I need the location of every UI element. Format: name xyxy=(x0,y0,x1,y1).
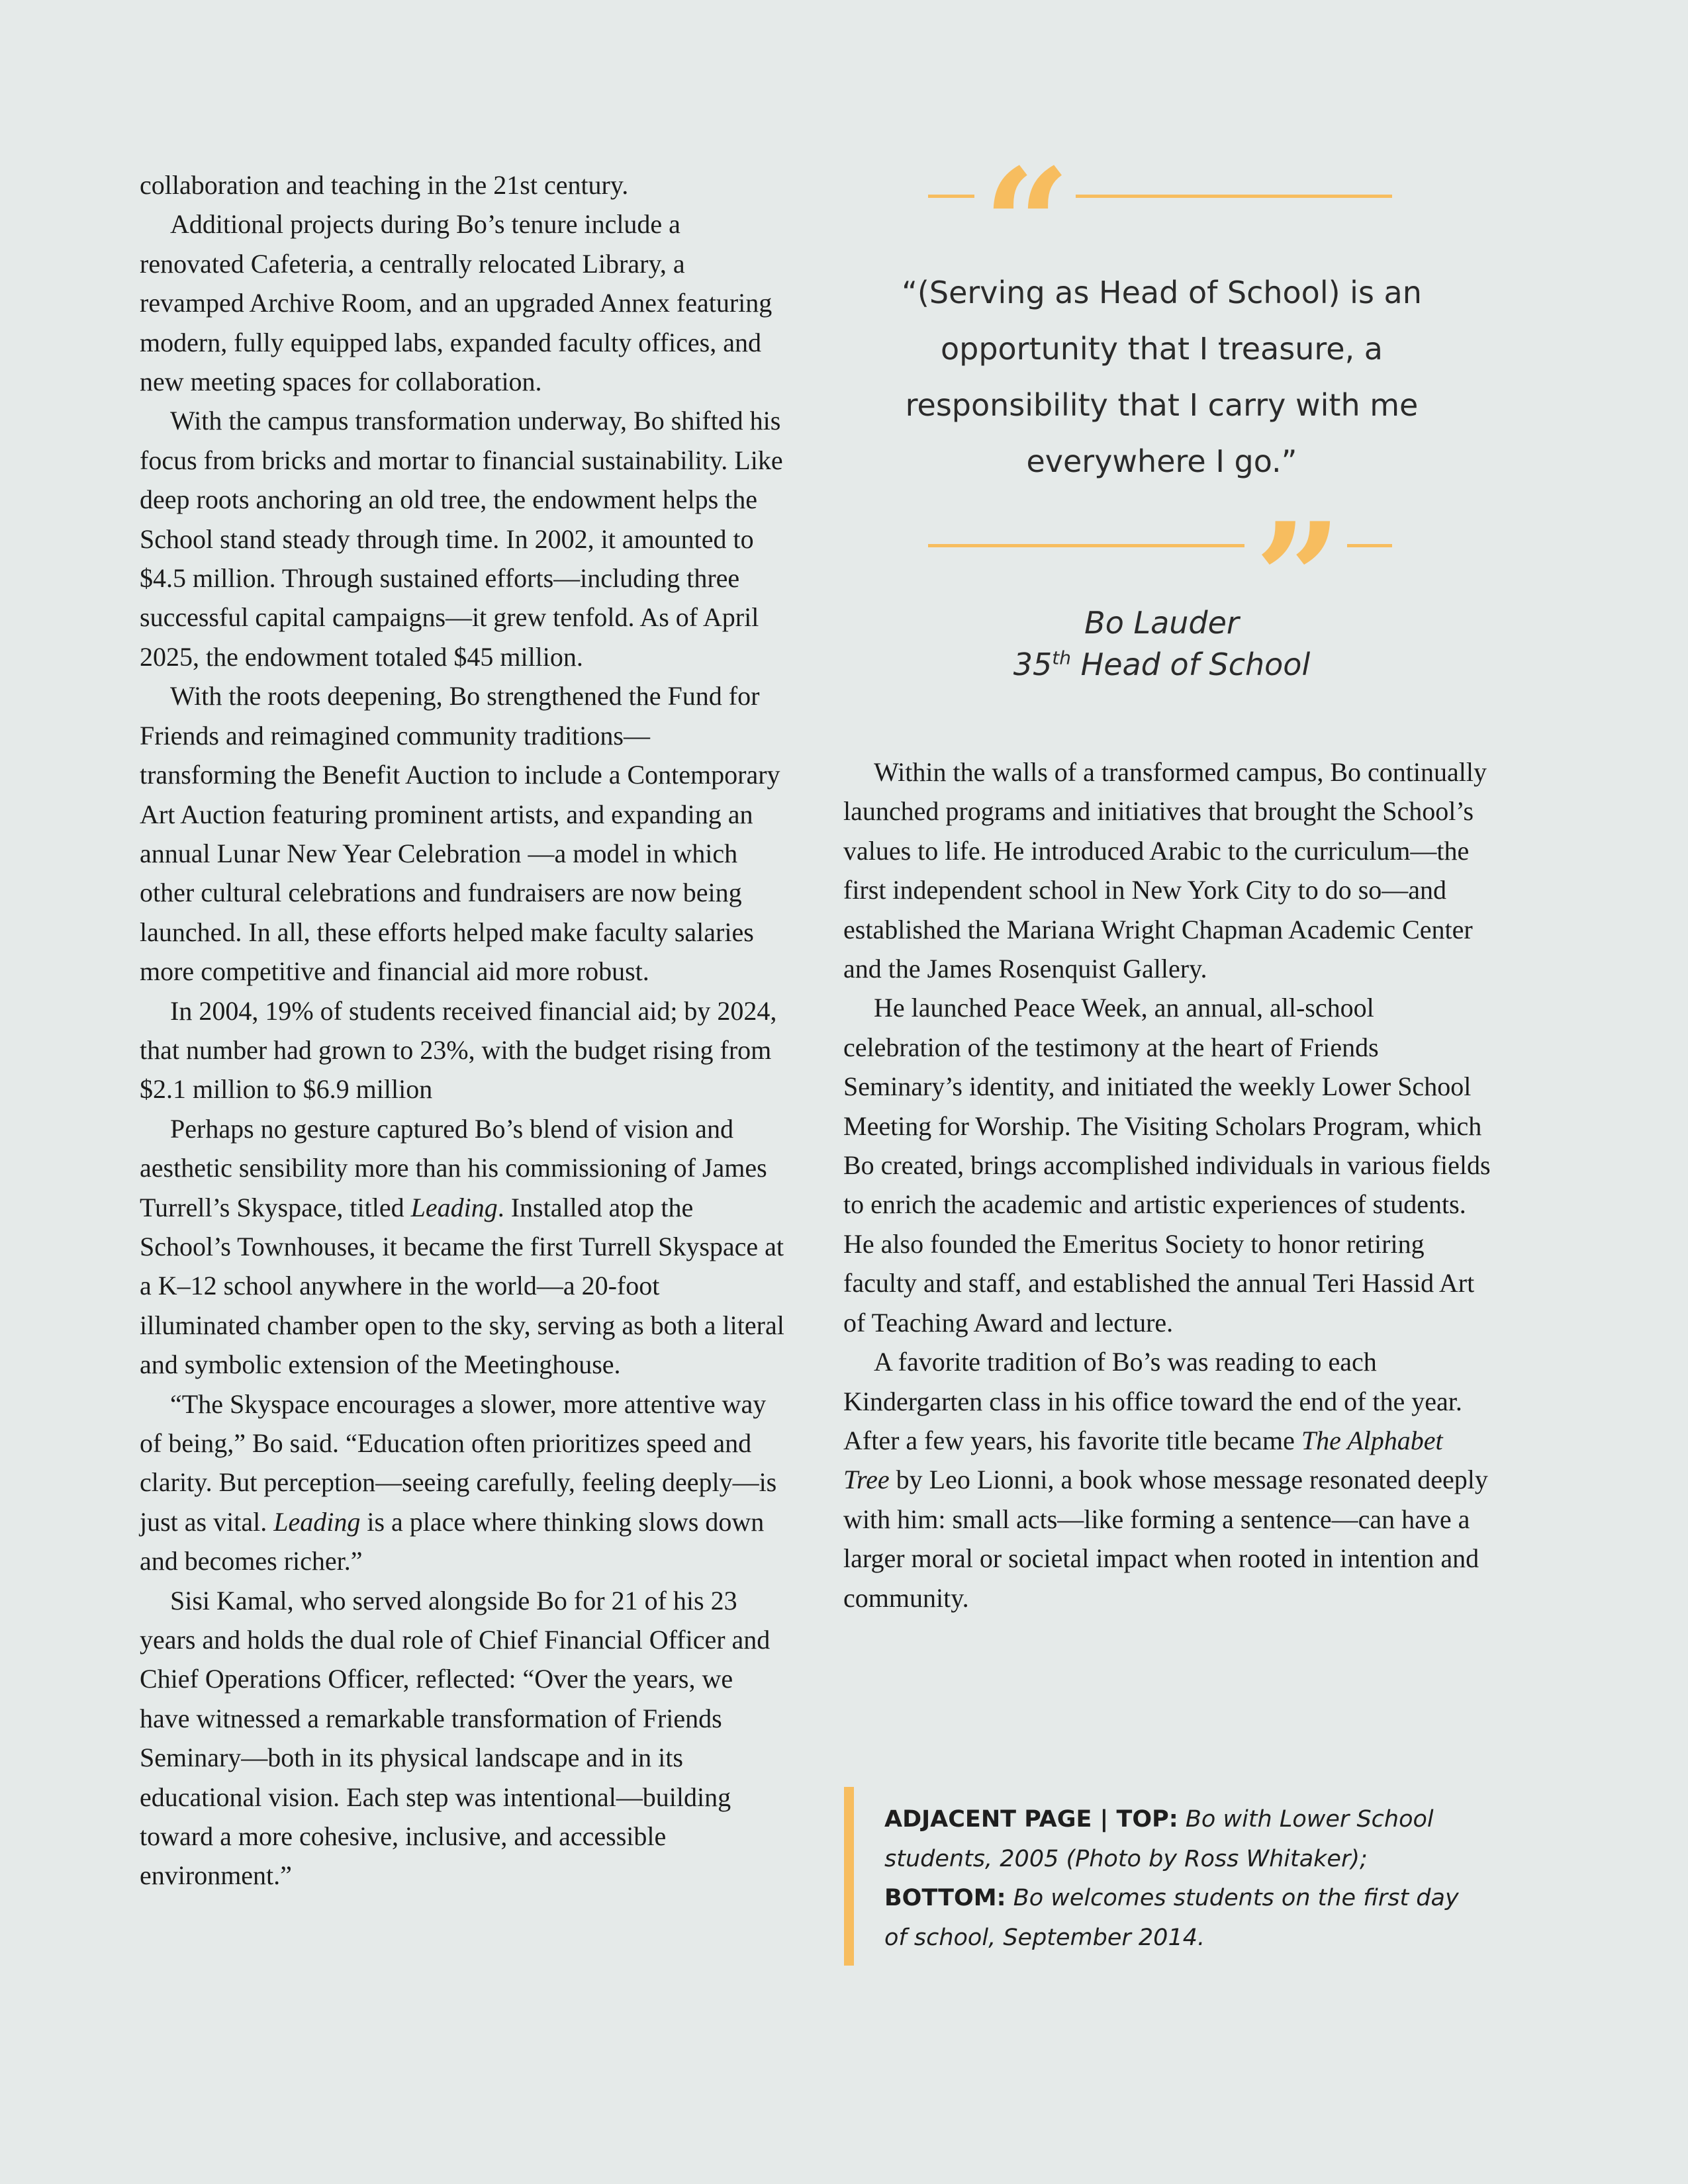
caption-text-top: Bo with Lower School students, 2005 (Photo by Ross Whitaker); xyxy=(884,1806,1434,1872)
caption-label-bottom: BOTTOM: xyxy=(884,1885,1006,1911)
body-paragraph xyxy=(843,1342,1495,1617)
body-paragraph xyxy=(140,1385,785,1581)
caption-label-top: ADJACENT PAGE | TOP: xyxy=(884,1806,1178,1833)
artwork-title: Leading xyxy=(410,1192,498,1222)
text-run: A favorite tradition of Bo’s was reading to each Kindergarten class in his office toward the end of the year. After a few years, his favorite title became xyxy=(843,1347,1462,1455)
book-title: The Alphabet Tree xyxy=(843,1425,1443,1495)
attribution-name: Bo Lauder xyxy=(1084,605,1239,641)
close-quote-icon: ” xyxy=(1254,490,1342,668)
text-run: . Installed atop the School’s Townhouses, it became the first Turrell Skyspace at a K–12 school anywhere in the world—a 20-foot illuminated chamber open to the sky, serving as both a literal and symbolic extension of the Meetinghouse. xyxy=(140,1192,784,1380)
left-column xyxy=(140,165,785,1895)
body-paragraph xyxy=(140,1109,785,1385)
title-number: 35 xyxy=(1013,647,1053,682)
title-text: Head of School xyxy=(1071,647,1311,682)
quote-attribution xyxy=(854,602,1470,686)
artwork-title: Leading xyxy=(273,1506,361,1537)
body-paragraph: He launched Peace Week, an annual, all-school celebration of the testimony at the heart of Friends Seminary’s identity, and initiated the weekly Lower School Meeting for Worship. The Visiting Scholars Program, which Bo created, brings accomplished individuals in various fields to enrich the academic and artistic experiences of students. He also founded the Emeritus Society to honor retiring faculty and staff, and established the annual Teri Hassid Art of Teaching Award and lecture. xyxy=(843,993,1491,1338)
body-paragraph: Sisi Kamal, who served alongside Bo for 21 of his 23 years and holds the dual role of Chief Financial Officer and Chief Operations Officer, reflected: “Over the years, we have witnessed a remarkable transformation of Friends Seminary—both in its physical landscape and in its educational vision. Each step was intentional—building toward a more cohesive, inclusive, and accessible environment.” xyxy=(140,1585,771,1891)
text-run: by Leo Lionni, a book whose message resonated deeply with him: small acts—like forming a sentence—can have a larger moral or societal impact when rooted in intention and community. xyxy=(843,1465,1488,1613)
caption-accent-bar xyxy=(844,1787,854,1966)
open-quote-icon: “ xyxy=(983,136,1071,314)
body-paragraph: Within the walls of a transformed campus, Bo continually launched programs and initiatives that brought the School’s values to life. He introduced Arabic to the curriculum—the first independent school in New York City to do so—and established the Mariana Wright Chapman Academic Center and the James Rosenquist Gallery. xyxy=(843,757,1487,984)
pull-quote-text: “(Serving as Head of School) is an opportunity that I treasure, a responsibility that I carry with me everywhere I go.” xyxy=(902,275,1422,479)
body-paragraph: Additional projects during Bo’s tenure include a renovated Cafeteria, a centrally relocated Library, a revamped Archive Room, and an upgraded Annex featuring modern, fully equipped labs, expanded faculty offices, and new meeting spaces for collaboration. xyxy=(140,209,773,397)
text-run: “The Skyspace encourages a slower, more attentive way of being,” Bo said. “Education often prioritizes speed and clarity. But perception—seeing carefully, feeling deeply—is just as vital. xyxy=(140,1388,777,1537)
photo-caption xyxy=(884,1800,1474,1958)
title-ordinal-suffix: th xyxy=(1052,647,1072,669)
caption-text-bottom: Bo welcomes students on the first day of school, September 2014. xyxy=(884,1885,1459,1951)
quote-rule-bottom-right xyxy=(1347,544,1392,547)
text-run: is a place where thinking slows down and becomes richer.” xyxy=(140,1506,765,1576)
body-paragraph: In 2004, 19% of students received financial aid; by 2024, that number had grown to 23%, with the budget rising from $2.1 million to $6.9 million xyxy=(140,995,777,1105)
quote-rule-top-right xyxy=(1076,195,1392,198)
body-paragraph: With the roots deepening, Bo strengthened the Fund for Friends and reimagined community traditions—transforming the Benefit Auction to include a Contemporary Art Auction featuring prominent artists, and expanding an annual Lunar New Year Celebration —a model in which other cultural celebrations and fundraisers are now being launched. In all, these efforts helped make faculty salaries more competitive and financial aid more robust. xyxy=(140,681,780,987)
quote-rule-top-left xyxy=(928,195,974,198)
body-paragraph: collaboration and teaching in the 21st century. xyxy=(140,170,629,200)
text-run: Perhaps no gesture captured Bo’s blend of vision and aesthetic sensibility more than his commissioning of James Turrell’s Skyspace, titled xyxy=(140,1113,767,1222)
attribution-title xyxy=(854,644,1470,686)
right-column xyxy=(843,752,1495,1617)
body-paragraph: With the campus transformation underway, Bo shifted his focus from bricks and mortar to financial sustainability. Like deep roots anchoring an old tree, the endowment helps the School stand steady through time. In 2002, it amounted to $4.5 million. Through sustained efforts—including three successful capital campaigns—it grew tenfold. As of April 2025, the endowment totaled $45 million. xyxy=(140,406,783,672)
quote-rule-bottom-left xyxy=(928,544,1244,547)
